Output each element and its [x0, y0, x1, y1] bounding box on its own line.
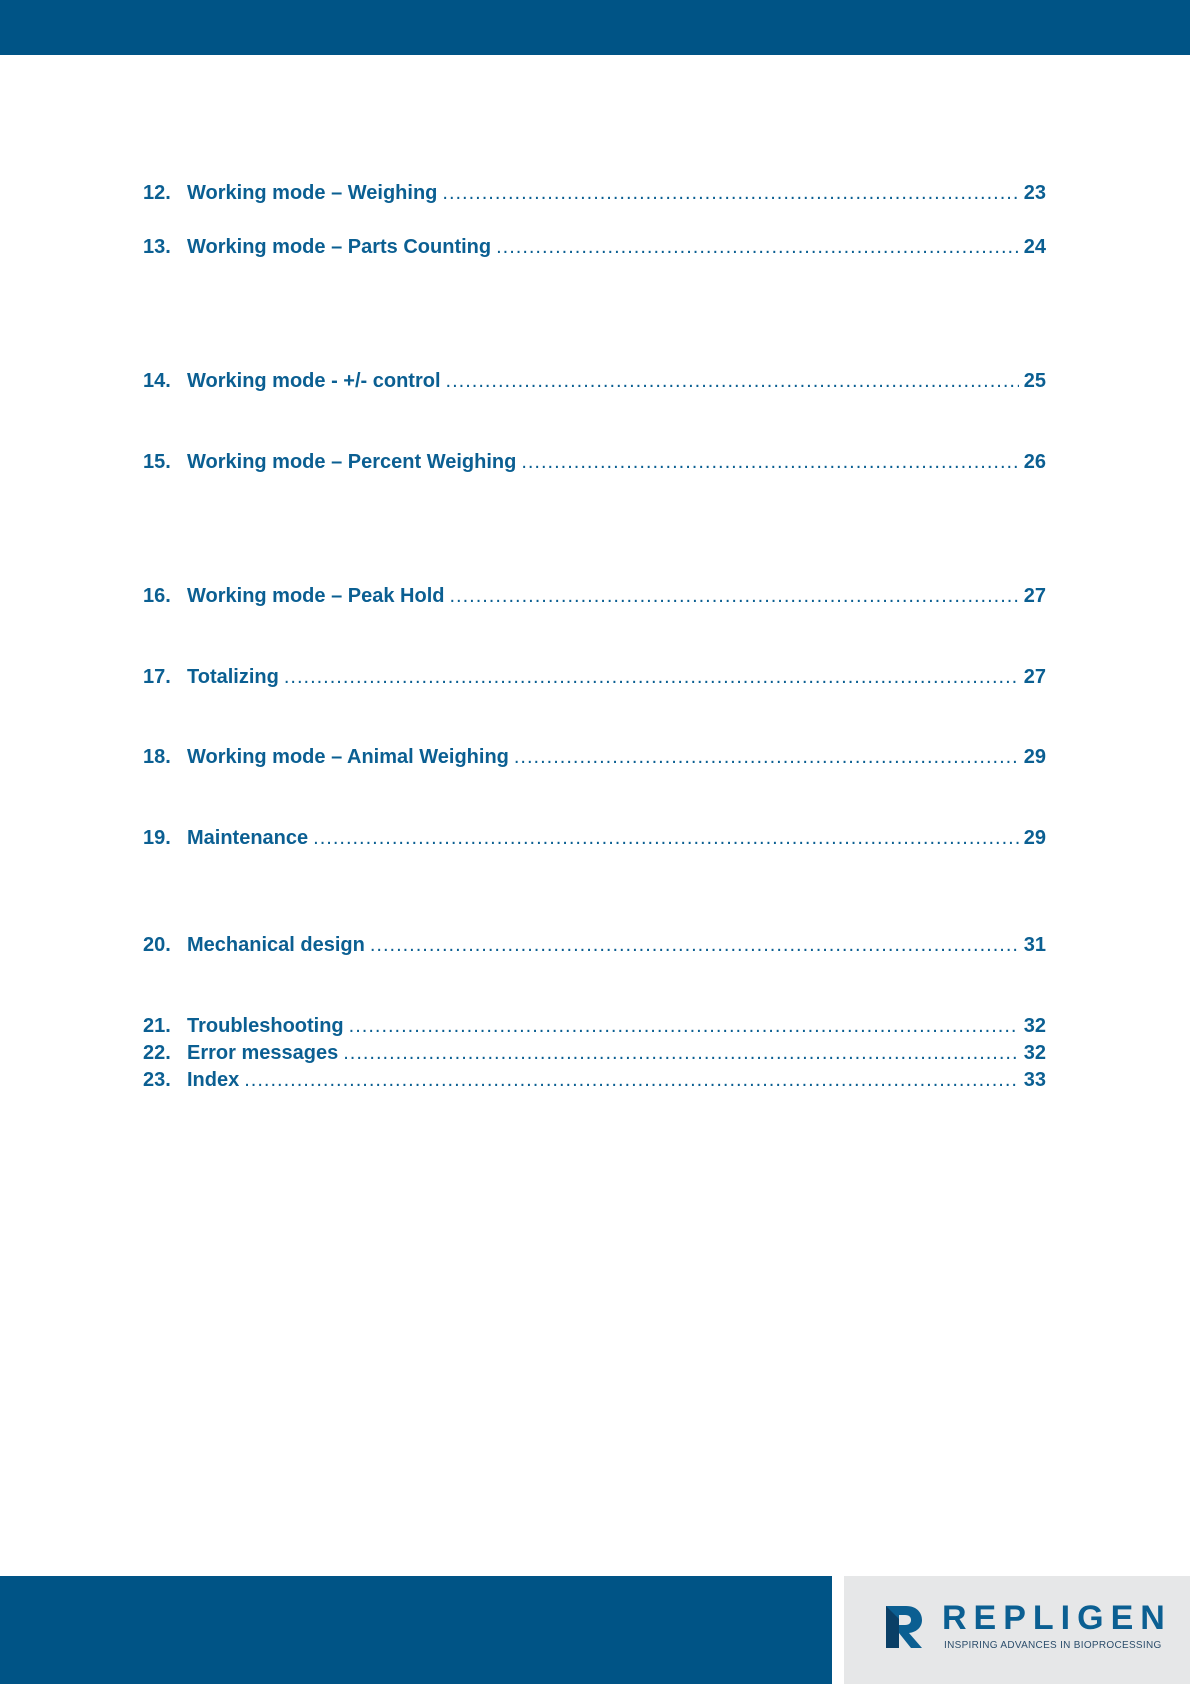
toc-title: Working mode – Animal Weighing	[187, 746, 509, 768]
toc-number: 16.	[143, 585, 171, 607]
toc-page: 24	[1023, 236, 1046, 258]
toc-page: 27	[1023, 585, 1046, 607]
toc-number: 20.	[143, 934, 171, 956]
toc-title: Working mode – Parts Counting	[187, 236, 492, 258]
toc-entry[interactable]	[143, 1067, 1046, 1093]
toc-page: 23	[1023, 182, 1046, 204]
toc-leader	[349, 1013, 1019, 1039]
toc-page: 29	[1023, 827, 1046, 849]
toc-page: 26	[1023, 451, 1046, 473]
toc-leader	[449, 583, 1019, 609]
toc-entry[interactable]	[143, 664, 1046, 690]
toc-entry[interactable]	[143, 368, 1046, 394]
toc-number: 19.	[143, 827, 171, 849]
toc-leader	[313, 825, 1019, 851]
toc-number: 15.	[143, 451, 171, 473]
toc-leader	[343, 1040, 1019, 1066]
footer-logo-panel	[844, 1576, 1190, 1684]
toc-entry[interactable]	[143, 825, 1046, 851]
toc-number: 22.	[143, 1042, 171, 1064]
toc-leader	[446, 368, 1019, 394]
toc-leader	[370, 932, 1019, 958]
repligen-r-icon	[882, 1602, 926, 1652]
toc-title: Index	[187, 1069, 240, 1091]
toc-number: 18.	[143, 746, 171, 768]
toc-leader	[244, 1067, 1019, 1093]
footer-bar	[0, 1576, 832, 1684]
toc-number: 21.	[143, 1015, 171, 1037]
toc-leader	[442, 180, 1019, 206]
toc-page: 31	[1023, 934, 1046, 956]
toc-leader	[284, 664, 1019, 690]
header-bar	[0, 0, 1190, 55]
toc-leader	[514, 744, 1019, 770]
toc-entry[interactable]	[143, 234, 1046, 260]
toc-entry[interactable]	[143, 932, 1046, 958]
toc-page: 27	[1023, 666, 1046, 688]
toc-title: Mechanical design	[187, 934, 365, 956]
company-tagline: INSPIRING ADVANCES IN BIOPROCESSING	[944, 1640, 1162, 1651]
toc-title: Working mode – Weighing	[187, 182, 438, 204]
toc-page: 32	[1023, 1015, 1046, 1037]
toc-title: Totalizing	[187, 666, 279, 688]
toc-title: Working mode – Peak Hold	[187, 585, 445, 607]
toc-number: 17.	[143, 666, 171, 688]
toc-title: Working mode - +/- control	[187, 370, 441, 392]
toc-entry[interactable]	[143, 744, 1046, 770]
toc-entry[interactable]	[143, 1040, 1046, 1066]
toc-page: 29	[1023, 746, 1046, 768]
toc-leader	[521, 449, 1019, 475]
toc-page: 25	[1023, 370, 1046, 392]
toc-number: 13.	[143, 236, 171, 258]
toc-entry[interactable]	[143, 583, 1046, 609]
toc-title: Working mode – Percent Weighing	[187, 451, 517, 473]
toc-entry[interactable]	[143, 449, 1046, 475]
toc-number: 12.	[143, 182, 171, 204]
toc-entry[interactable]	[143, 180, 1046, 206]
toc-title: Maintenance	[187, 827, 309, 849]
toc-page: 32	[1023, 1042, 1046, 1064]
toc-number: 23.	[143, 1069, 171, 1091]
toc-title: Error messages	[187, 1042, 339, 1064]
toc-leader	[496, 234, 1019, 260]
toc-title: Troubleshooting	[187, 1015, 344, 1037]
toc-entry[interactable]	[143, 1013, 1046, 1039]
toc-page: 33	[1023, 1069, 1046, 1091]
toc-number: 14.	[143, 370, 171, 392]
company-logo-text: REPLIGEN	[942, 1599, 1172, 1637]
